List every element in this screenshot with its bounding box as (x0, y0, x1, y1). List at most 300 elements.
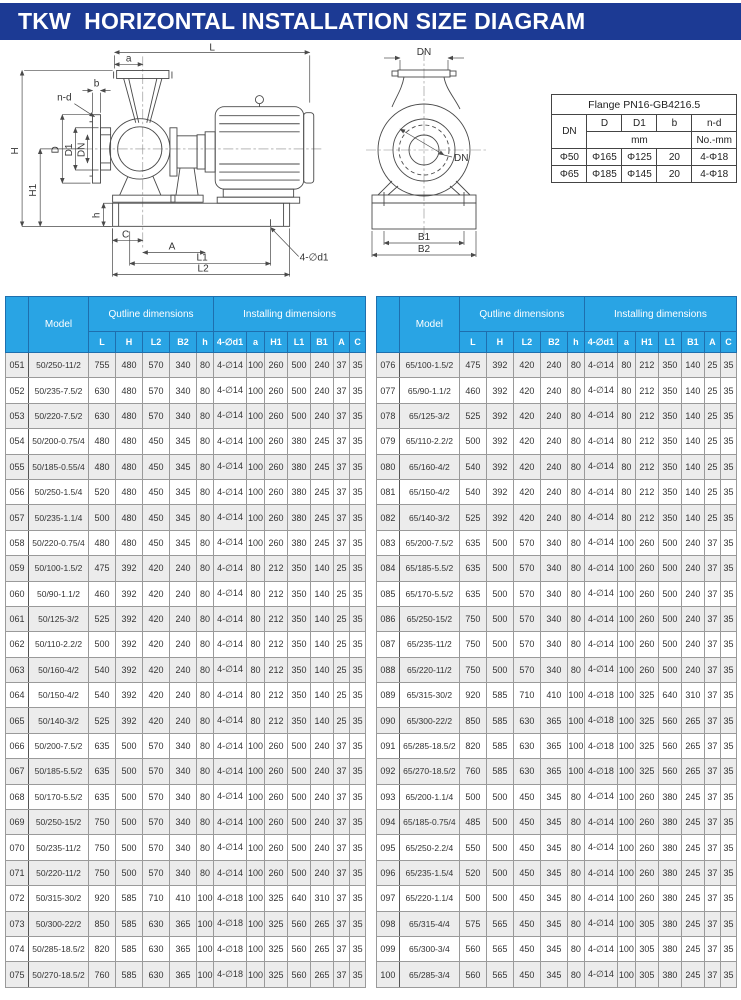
value-cell: 4-∅14 (584, 581, 617, 606)
value-cell: 450 (513, 810, 540, 835)
value-cell: 100 (617, 784, 635, 809)
value-cell: 4-∅14 (214, 353, 247, 378)
value-cell: 80 (567, 530, 584, 555)
row-number-cell: 067 (6, 759, 29, 784)
value-cell: 37 (334, 936, 350, 961)
value-cell: 4-∅14 (214, 429, 247, 454)
value-cell: 80 (197, 556, 214, 581)
table-row (6, 784, 366, 809)
value-cell: 345 (170, 454, 197, 479)
value-cell: 35 (350, 860, 366, 885)
value-cell: 630 (89, 378, 116, 403)
value-cell: 35 (350, 911, 366, 936)
value-cell: 100 (617, 835, 635, 860)
value-cell: 635 (89, 733, 116, 758)
value-cell: 450 (143, 454, 170, 479)
value-cell: 585 (486, 759, 513, 784)
row-number-cell: 060 (6, 581, 29, 606)
row-number-cell: 081 (376, 479, 399, 504)
value-cell: 500 (288, 378, 311, 403)
model-cell: 65/250-2.2/4 (399, 835, 459, 860)
value-cell: 80 (567, 835, 584, 860)
value-cell: 80 (567, 632, 584, 657)
value-cell: 260 (635, 835, 658, 860)
value-cell: 260 (265, 353, 288, 378)
value-cell: 345 (540, 911, 567, 936)
value-cell: 100 (247, 962, 265, 987)
value-cell: 37 (704, 708, 720, 733)
value-cell: 245 (681, 784, 704, 809)
value-cell: 140 (681, 479, 704, 504)
pump-side-view-drawing (6, 42, 358, 290)
value-cell: 240 (311, 733, 334, 758)
dim-label-C: C (122, 229, 130, 241)
model-cell: 65/315-30/2 (399, 683, 459, 708)
value-cell: 35 (720, 810, 736, 835)
row-number-cell: 082 (376, 505, 399, 530)
row-number-cell: 068 (6, 784, 29, 809)
value-cell: 240 (170, 632, 197, 657)
value-cell: 37 (704, 962, 720, 987)
dim-label-DN-side: DN (454, 153, 469, 164)
row-number-cell: 093 (376, 784, 399, 809)
value-cell: 80 (197, 581, 214, 606)
row-number-cell: 061 (6, 606, 29, 631)
value-cell: 710 (513, 683, 540, 708)
value-cell: 35 (720, 860, 736, 885)
value-cell: 240 (540, 479, 567, 504)
value-cell: 100 (247, 378, 265, 403)
value-cell: 305 (635, 936, 658, 961)
value-cell: 240 (170, 708, 197, 733)
value-cell: 25 (704, 454, 720, 479)
value-cell: 37 (704, 683, 720, 708)
value-cell: 525 (459, 505, 486, 530)
value-cell: 380 (658, 810, 681, 835)
value-cell: 240 (540, 505, 567, 530)
value-cell: 4-∅14 (584, 810, 617, 835)
value-cell: 100 (567, 683, 584, 708)
row-number-cell: 098 (376, 911, 399, 936)
value-cell: 500 (486, 810, 513, 835)
value-cell: 630 (513, 708, 540, 733)
value-cell: 350 (658, 353, 681, 378)
value-cell: 140 (311, 632, 334, 657)
value-cell: 35 (350, 606, 366, 631)
value-cell: 325 (635, 733, 658, 758)
model-cell: 50/250-1.5/4 (29, 479, 89, 504)
value-cell: 100 (197, 936, 214, 961)
model-cell: 65/160-4/2 (399, 454, 459, 479)
value-cell: 260 (265, 403, 288, 428)
row-number-cell: 077 (376, 378, 399, 403)
value-cell: 500 (116, 733, 143, 758)
value-cell: 140 (681, 454, 704, 479)
value-cell: 4-∅14 (214, 683, 247, 708)
model-cell: 50/200-7.5/2 (29, 733, 89, 758)
value-cell: 380 (658, 911, 681, 936)
value-cell: 35 (350, 810, 366, 835)
value-cell: 35 (350, 505, 366, 530)
model-cell: 65/235-11/2 (399, 632, 459, 657)
value-cell: 80 (197, 530, 214, 555)
value-cell: 35 (720, 454, 736, 479)
value-cell: 570 (143, 860, 170, 885)
value-cell: 345 (540, 784, 567, 809)
flange-cell: Φ50 (552, 149, 587, 166)
value-cell: 4-∅14 (584, 556, 617, 581)
flange-cell: Φ145 (622, 166, 657, 183)
column-header: L (89, 332, 116, 353)
outline-dimensions-header: Qutline dimensions (89, 297, 214, 332)
value-cell: 35 (350, 708, 366, 733)
column-header: 4-∅d1 (214, 332, 247, 353)
value-cell: 340 (170, 784, 197, 809)
value-cell: 365 (540, 708, 567, 733)
value-cell: 820 (459, 733, 486, 758)
value-cell: 635 (459, 530, 486, 555)
value-cell: 37 (704, 581, 720, 606)
row-number-cell: 071 (6, 860, 29, 885)
value-cell: 565 (486, 911, 513, 936)
value-cell: 750 (459, 606, 486, 631)
value-cell: 80 (197, 759, 214, 784)
value-cell: 560 (288, 911, 311, 936)
column-header: B2 (540, 332, 567, 353)
dim-label-nd: n-d (57, 92, 72, 104)
value-cell: 140 (681, 378, 704, 403)
value-cell: 755 (89, 353, 116, 378)
value-cell: 345 (170, 530, 197, 555)
value-cell: 340 (170, 835, 197, 860)
flange-col-nd: n-d (692, 115, 737, 132)
value-cell: 25 (334, 556, 350, 581)
table-row (376, 810, 736, 835)
value-cell: 480 (116, 353, 143, 378)
table-row (6, 606, 366, 631)
value-cell: 37 (334, 784, 350, 809)
value-cell: 4-∅14 (214, 708, 247, 733)
value-cell: 260 (265, 733, 288, 758)
model-cell: 50/235-1.1/4 (29, 505, 89, 530)
value-cell: 80 (197, 479, 214, 504)
installing-dimensions-header: Installing dimensions (214, 297, 366, 332)
value-cell: 100 (247, 454, 265, 479)
value-cell: 4-∅14 (584, 860, 617, 885)
value-cell: 460 (89, 581, 116, 606)
model-cell: 65/285-3/4 (399, 962, 459, 987)
value-cell: 35 (720, 505, 736, 530)
column-header: h (197, 332, 214, 353)
column-header: 4-∅d1 (584, 332, 617, 353)
row-number-cell: 084 (376, 556, 399, 581)
value-cell: 380 (658, 835, 681, 860)
value-cell: 410 (170, 886, 197, 911)
value-cell: 525 (89, 606, 116, 631)
value-cell: 140 (311, 683, 334, 708)
value-cell: 392 (116, 683, 143, 708)
value-cell: 35 (350, 556, 366, 581)
dim-label-H1: H1 (28, 183, 40, 197)
model-cell: 50/220-11/2 (29, 860, 89, 885)
value-cell: 35 (350, 657, 366, 682)
value-cell: 240 (311, 835, 334, 860)
table-row (6, 632, 366, 657)
value-cell: 100 (247, 911, 265, 936)
dimension-table-left (5, 296, 366, 988)
model-cell: 65/150-4/2 (399, 479, 459, 504)
model-cell: 50/250-15/2 (29, 810, 89, 835)
value-cell: 350 (288, 683, 311, 708)
value-cell: 240 (681, 606, 704, 631)
model-cell: 50/220-0.75/4 (29, 530, 89, 555)
value-cell: 80 (567, 860, 584, 885)
dim-label-H: H (10, 147, 22, 155)
value-cell: 380 (658, 962, 681, 987)
value-cell: 500 (486, 860, 513, 885)
value-cell: 585 (116, 886, 143, 911)
value-cell: 350 (288, 632, 311, 657)
value-cell: 420 (513, 353, 540, 378)
value-cell: 4-∅14 (584, 632, 617, 657)
value-cell: 35 (720, 581, 736, 606)
value-cell: 392 (116, 708, 143, 733)
value-cell: 25 (704, 353, 720, 378)
value-cell: 240 (311, 353, 334, 378)
value-cell: 100 (617, 733, 635, 758)
value-cell: 37 (704, 733, 720, 758)
value-cell: 37 (704, 657, 720, 682)
value-cell: 260 (635, 784, 658, 809)
value-cell: 260 (635, 556, 658, 581)
value-cell: 80 (567, 353, 584, 378)
column-header: a (617, 332, 635, 353)
value-cell: 560 (658, 733, 681, 758)
value-cell: 565 (486, 962, 513, 987)
value-cell: 25 (334, 632, 350, 657)
table-row (6, 962, 366, 987)
flange-unit-no-mm: No.-mm (692, 132, 737, 149)
table-row (376, 378, 736, 403)
value-cell: 350 (658, 429, 681, 454)
value-cell: 80 (197, 403, 214, 428)
row-number-cell: 053 (6, 403, 29, 428)
value-cell: 475 (89, 556, 116, 581)
value-cell: 540 (89, 657, 116, 682)
row-number-cell: 069 (6, 810, 29, 835)
value-cell: 4-∅14 (214, 860, 247, 885)
model-column-header: Model (399, 297, 459, 353)
value-cell: 325 (265, 962, 288, 987)
value-cell: 240 (540, 454, 567, 479)
flange-table-title: Flange PN16-GB4216.5 (552, 95, 737, 115)
flange-spec-table (551, 94, 737, 183)
model-cell: 50/170-5.5/2 (29, 784, 89, 809)
value-cell: 340 (540, 657, 567, 682)
value-cell: 340 (540, 581, 567, 606)
value-cell: 260 (265, 454, 288, 479)
value-cell: 80 (197, 683, 214, 708)
value-cell: 245 (681, 936, 704, 961)
value-cell: 350 (288, 657, 311, 682)
pump-front-view-drawing (354, 42, 544, 284)
row-number-cell: 066 (6, 733, 29, 758)
value-cell: 140 (311, 556, 334, 581)
value-cell: 4-∅18 (584, 708, 617, 733)
table-row (376, 454, 736, 479)
value-cell: 540 (459, 454, 486, 479)
value-cell: 520 (89, 479, 116, 504)
value-cell: 245 (681, 835, 704, 860)
column-header: A (334, 332, 350, 353)
value-cell: 240 (311, 759, 334, 784)
table-row (6, 911, 366, 936)
table-row (6, 936, 366, 961)
value-cell: 640 (658, 683, 681, 708)
value-cell: 240 (540, 353, 567, 378)
value-cell: 500 (658, 581, 681, 606)
value-cell: 245 (681, 886, 704, 911)
value-cell: 35 (350, 733, 366, 758)
value-cell: 392 (116, 556, 143, 581)
value-cell: 570 (143, 759, 170, 784)
model-cell: 50/235-7.5/2 (29, 378, 89, 403)
table-row (376, 632, 736, 657)
value-cell: 420 (143, 556, 170, 581)
table-row (6, 378, 366, 403)
value-cell: 35 (720, 556, 736, 581)
value-cell: 920 (89, 886, 116, 911)
dim-label-B2: B2 (417, 244, 431, 255)
value-cell: 500 (486, 556, 513, 581)
value-cell: 500 (89, 505, 116, 530)
value-cell: 245 (311, 429, 334, 454)
model-cell: 65/220-1.1/4 (399, 886, 459, 911)
value-cell: 80 (197, 353, 214, 378)
value-cell: 500 (288, 810, 311, 835)
value-cell: 4-∅14 (584, 479, 617, 504)
value-cell: 4-∅14 (214, 505, 247, 530)
value-cell: 560 (658, 708, 681, 733)
value-cell: 260 (635, 581, 658, 606)
column-header: L2 (513, 332, 540, 353)
value-cell: 365 (170, 962, 197, 987)
value-cell: 37 (704, 606, 720, 631)
value-cell: 560 (658, 759, 681, 784)
column-header: L1 (658, 332, 681, 353)
table-row (376, 683, 736, 708)
model-cell: 50/250-11/2 (29, 353, 89, 378)
value-cell: 630 (513, 733, 540, 758)
value-cell: 240 (681, 657, 704, 682)
model-cell: 65/235-1.5/4 (399, 860, 459, 885)
value-cell: 35 (350, 581, 366, 606)
value-cell: 35 (720, 403, 736, 428)
row-number-cell: 075 (6, 962, 29, 987)
value-cell: 630 (513, 759, 540, 784)
row-number-cell: 092 (376, 759, 399, 784)
value-cell: 4-∅14 (214, 378, 247, 403)
value-cell: 100 (617, 530, 635, 555)
row-number-cell: 099 (376, 936, 399, 961)
value-cell: 240 (311, 784, 334, 809)
value-cell: 4-∅14 (214, 632, 247, 657)
table-row (6, 429, 366, 454)
table-row (376, 530, 736, 555)
model-cell: 65/315-4/4 (399, 911, 459, 936)
table-row (6, 708, 366, 733)
value-cell: 100 (247, 759, 265, 784)
value-cell: 80 (567, 962, 584, 987)
value-cell: 305 (635, 911, 658, 936)
value-cell: 100 (247, 429, 265, 454)
value-cell: 450 (513, 962, 540, 987)
value-cell: 4-∅14 (584, 403, 617, 428)
row-number-cell: 090 (376, 708, 399, 733)
value-cell: 100 (247, 403, 265, 428)
value-cell: 4-∅18 (584, 733, 617, 758)
value-cell: 100 (617, 886, 635, 911)
value-cell: 350 (288, 556, 311, 581)
value-cell: 80 (567, 505, 584, 530)
model-cell: 50/125-3/2 (29, 606, 89, 631)
value-cell: 380 (658, 784, 681, 809)
table-row (376, 835, 736, 860)
value-cell: 140 (681, 429, 704, 454)
value-cell: 450 (513, 860, 540, 885)
value-cell: 260 (265, 505, 288, 530)
value-cell: 480 (116, 403, 143, 428)
value-cell: 35 (720, 657, 736, 682)
table-row (376, 429, 736, 454)
value-cell: 100 (247, 784, 265, 809)
value-cell: 25 (704, 403, 720, 428)
value-cell: 760 (89, 962, 116, 987)
value-cell: 500 (288, 835, 311, 860)
value-cell: 340 (540, 632, 567, 657)
value-cell: 350 (658, 505, 681, 530)
value-cell: 500 (658, 606, 681, 631)
value-cell: 500 (658, 556, 681, 581)
value-cell: 500 (486, 530, 513, 555)
model-cell: 50/185-0.55/4 (29, 454, 89, 479)
value-cell: 245 (681, 810, 704, 835)
value-cell: 260 (265, 378, 288, 403)
value-cell: 4-∅14 (584, 784, 617, 809)
value-cell: 37 (334, 378, 350, 403)
value-cell: 4-∅14 (584, 886, 617, 911)
column-header: A (704, 332, 720, 353)
value-cell: 570 (513, 581, 540, 606)
value-cell: 245 (681, 962, 704, 987)
value-cell: 80 (567, 581, 584, 606)
value-cell: 325 (265, 911, 288, 936)
value-cell: 450 (513, 886, 540, 911)
value-cell: 480 (116, 505, 143, 530)
value-cell: 25 (334, 581, 350, 606)
value-cell: 37 (334, 962, 350, 987)
value-cell: 35 (350, 378, 366, 403)
flange-col-d1: D1 (622, 115, 657, 132)
table-row (376, 759, 736, 784)
value-cell: 212 (265, 581, 288, 606)
value-cell: 35 (720, 530, 736, 555)
table-row (376, 886, 736, 911)
value-cell: 80 (247, 708, 265, 733)
value-cell: 340 (170, 860, 197, 885)
value-cell: 392 (116, 581, 143, 606)
value-cell: 80 (617, 454, 635, 479)
